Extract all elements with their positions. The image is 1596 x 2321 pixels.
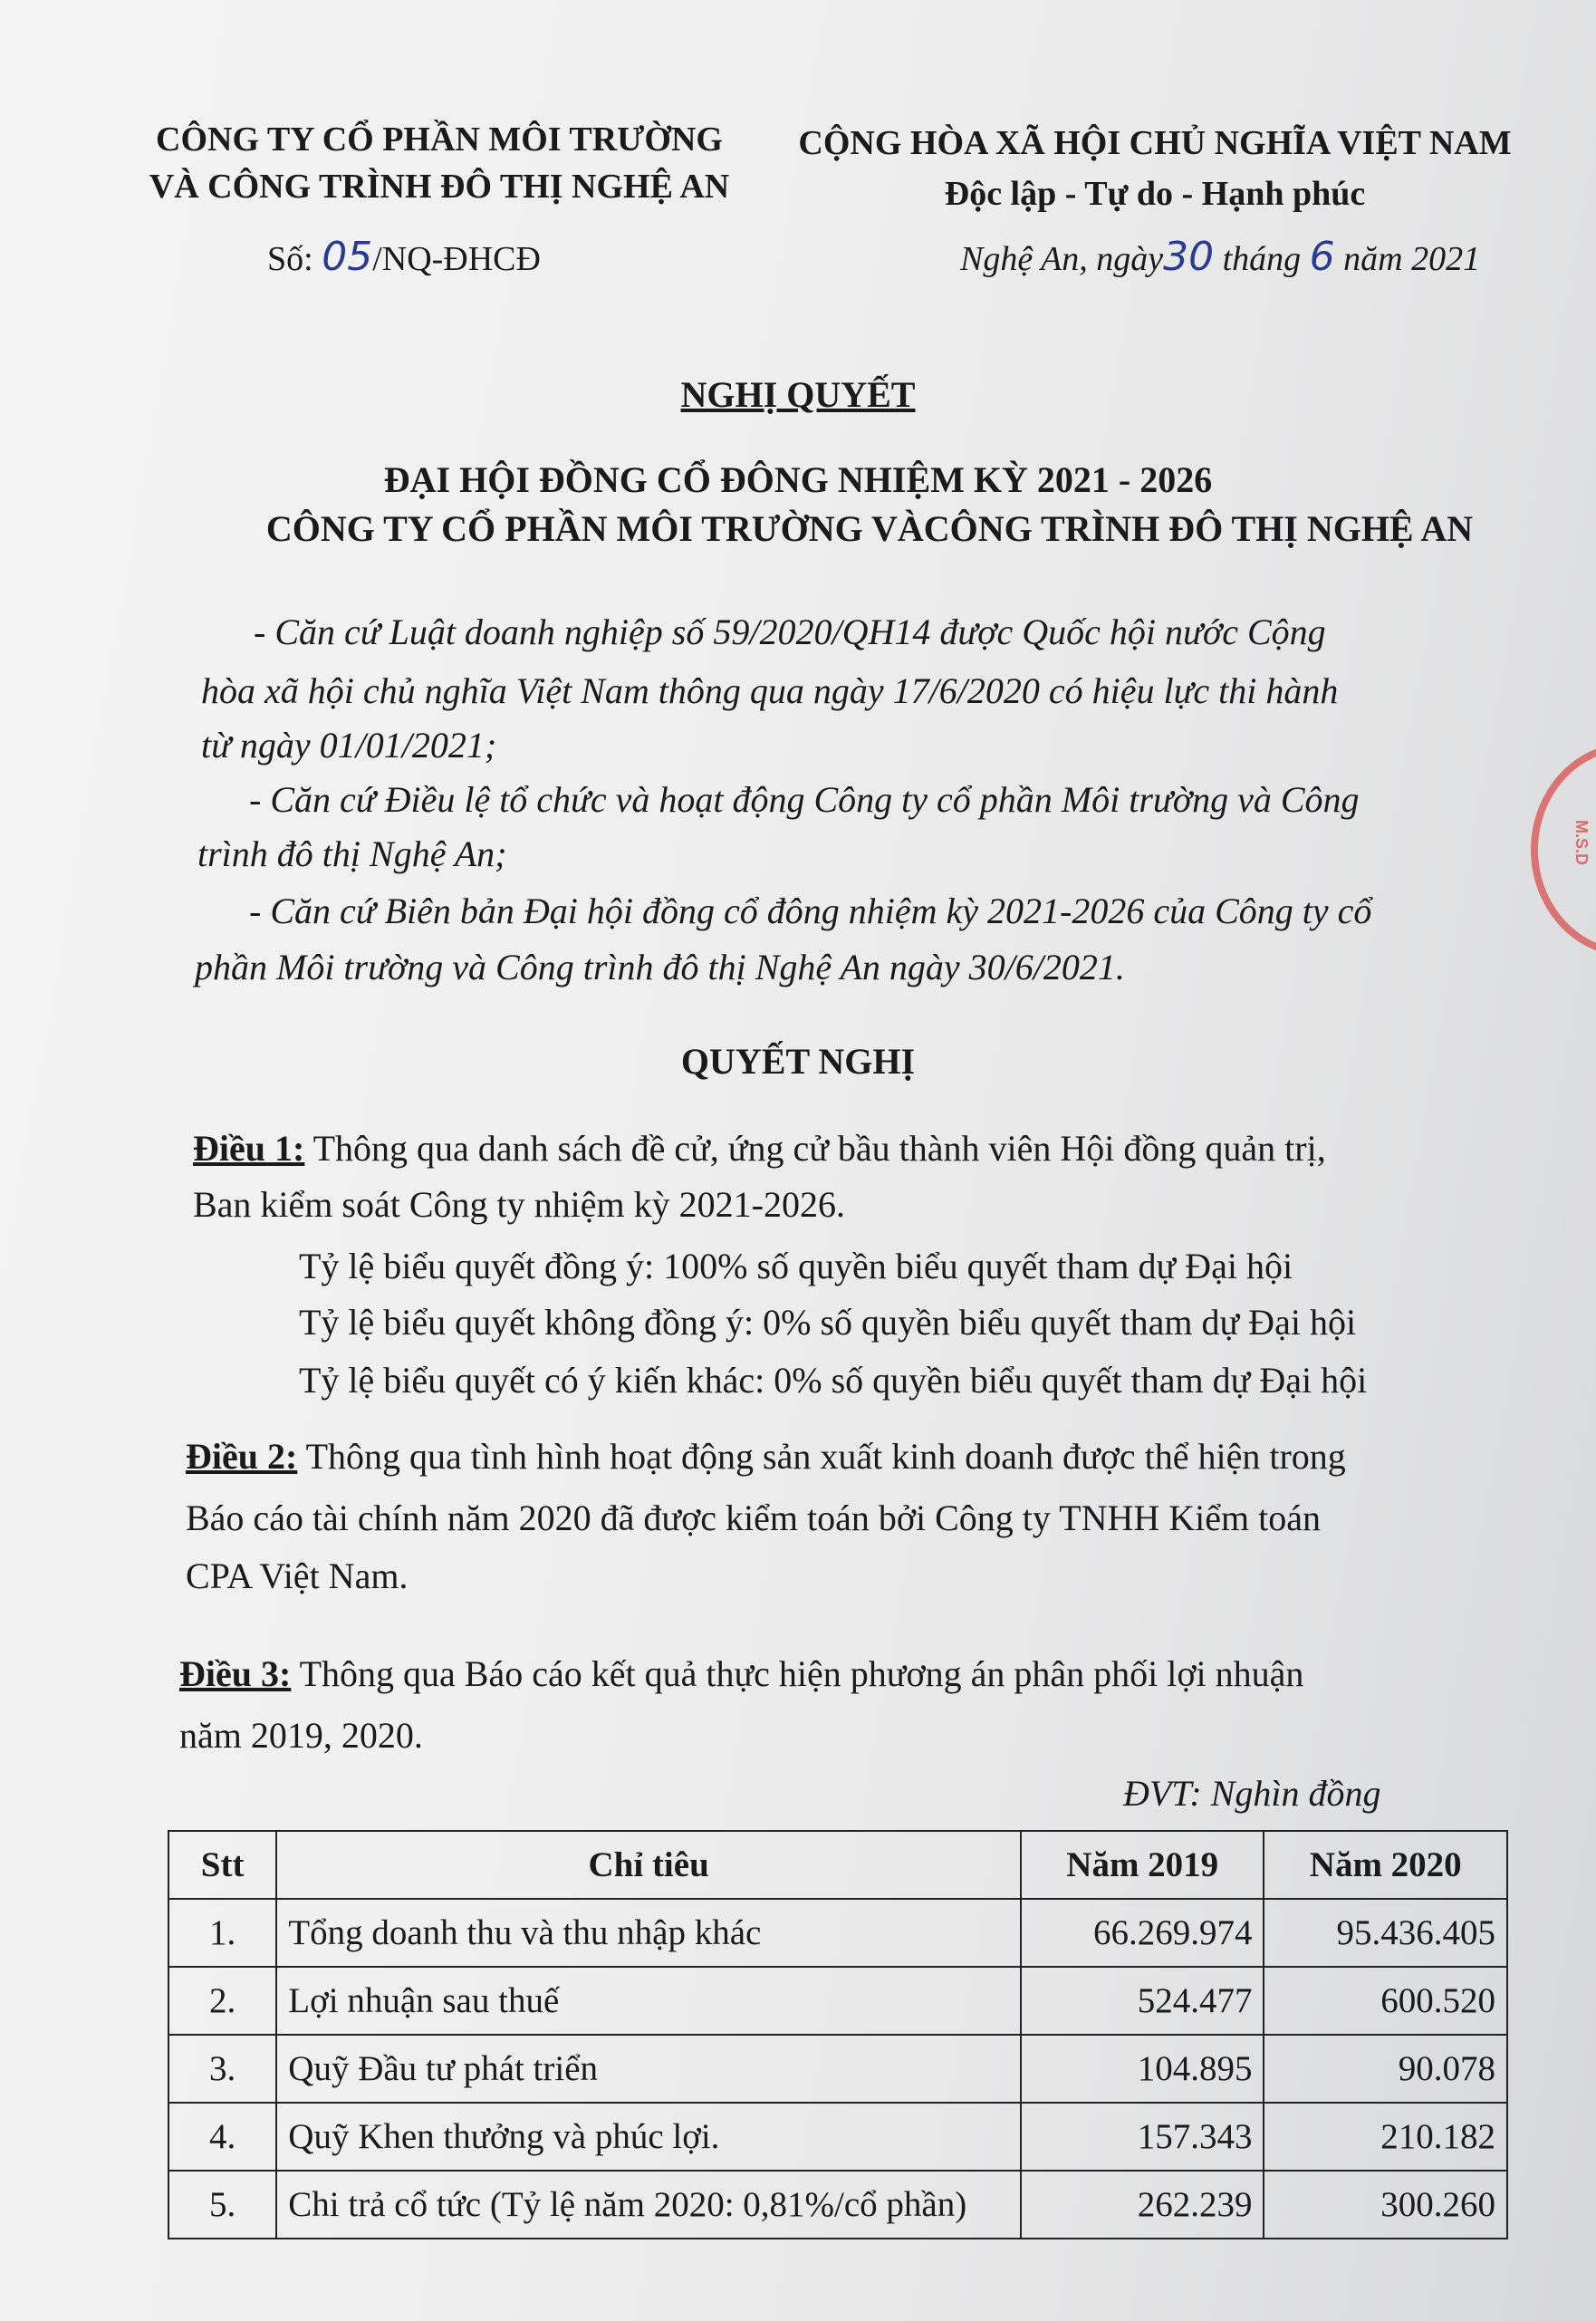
article3-label: Điều 3: bbox=[179, 1653, 292, 1694]
number-value-handwritten: 05 bbox=[322, 234, 373, 280]
document-number bbox=[267, 234, 541, 280]
company-name-line1: CÔNG TY CỔ PHẦN MÔI TRƯỜNG bbox=[156, 120, 723, 159]
vote-disagree: Tỷ lệ biểu quyết không đồng ý: 0% số quyền biểu quyết tham dự Đại hội bbox=[299, 1302, 1357, 1343]
date-month-handwritten: 6 bbox=[1309, 234, 1335, 280]
company-name-line2: VÀ CÔNG TRÌNH ĐÔ THỊ NGHỆ AN bbox=[149, 168, 730, 206]
basis-line: - Căn cứ Luật doanh nghiệp số 59/2020/QH14 được Quốc hội nước Cộng bbox=[254, 612, 1326, 652]
cell-2019: 262.239 bbox=[1021, 2171, 1264, 2239]
col-header-stt: Stt bbox=[168, 1831, 276, 1899]
cell-stt: 4. bbox=[168, 2103, 276, 2171]
date-prefix: Nghệ An, ngày bbox=[960, 240, 1164, 278]
title-line2: CÔNG TY CỔ PHẦN MÔI TRƯỜNG VÀCÔNG TRÌNH ĐÔ THỊ NGHỆ AN bbox=[265, 508, 1474, 549]
unit-note: ĐVT: Nghìn đồng bbox=[1123, 1773, 1381, 1814]
cell-2020: 90.078 bbox=[1264, 2035, 1507, 2103]
title-line1: ĐẠI HỘI ĐỒNG CỔ ĐÔNG NHIỆM KỲ 2021 - 2026 bbox=[383, 459, 1213, 500]
cell-indicator: Tổng doanh thu và thu nhập khác bbox=[276, 1899, 1021, 1967]
col-header-2020: Năm 2020 bbox=[1264, 1831, 1507, 1899]
table-row bbox=[168, 1899, 1507, 1967]
table-row bbox=[168, 2035, 1507, 2103]
nation-title: CỘNG HÒA XÃ HỘI CHỦ NGHĨA VIỆT NAM bbox=[798, 124, 1512, 162]
document-type-title: NGHỊ QUYẾT bbox=[680, 374, 916, 415]
nation-motto: Độc lập - Tự do - Hạnh phúc bbox=[944, 175, 1366, 213]
table-row bbox=[168, 2171, 1507, 2239]
cell-2020: 600.520 bbox=[1264, 1967, 1507, 2035]
cell-indicator: Chi trả cổ tức (Tỷ lệ năm 2020: 0,81%/cổ phần) bbox=[276, 2171, 1021, 2239]
cell-stt: 1. bbox=[168, 1899, 276, 1967]
document-date bbox=[960, 234, 1480, 280]
cell-indicator: Quỹ Đầu tư phát triển bbox=[276, 2035, 1021, 2103]
cell-2019: 66.269.974 bbox=[1021, 1899, 1264, 1967]
profit-distribution-table bbox=[168, 1830, 1508, 2239]
article2-label: Điều 2: bbox=[186, 1436, 298, 1477]
cell-2020: 95.436.405 bbox=[1264, 1899, 1507, 1967]
seal-lettering: M.S.D bbox=[1572, 820, 1591, 866]
basis-line: - Căn cứ Điều lệ tổ chức và hoạt động Công ty cổ phần Môi trường và Công bbox=[249, 779, 1360, 820]
cell-2020: 210.182 bbox=[1264, 2103, 1507, 2171]
cell-2019: 524.477 bbox=[1021, 1967, 1264, 2035]
col-header-2019: Năm 2019 bbox=[1021, 1831, 1264, 1899]
article1-line1 bbox=[193, 1123, 1326, 1174]
article1-text: Thông qua danh sách đề cử, ứng cử bầu thành viên Hội đồng quản trị, bbox=[304, 1128, 1326, 1169]
article2-line3: CPA Việt Nam. bbox=[186, 1555, 409, 1596]
basis-line: từ ngày 01/01/2021; bbox=[201, 725, 497, 766]
article2-line2: Báo cáo tài chính năm 2020 đã được kiểm toán bởi Công ty TNHH Kiểm toán bbox=[186, 1498, 1322, 1538]
cell-2019: 104.895 bbox=[1021, 2035, 1264, 2103]
table-row bbox=[168, 2103, 1507, 2171]
basis-line: hòa xã hội chủ nghĩa Việt Nam thông qua ngày 17/6/2020 có hiệu lực thi hành bbox=[201, 670, 1339, 711]
col-header-indicator: Chỉ tiêu bbox=[276, 1831, 1021, 1899]
vote-agree: Tỷ lệ biểu quyết đồng ý: 100% số quyền biểu quyết tham dự Đại hội bbox=[299, 1246, 1293, 1286]
table-row bbox=[168, 1967, 1507, 2035]
number-prefix: Số: bbox=[267, 240, 313, 278]
cell-stt: 3. bbox=[168, 2035, 276, 2103]
date-year: năm 2021 bbox=[1343, 240, 1481, 278]
basis-line: trình đô thị Nghệ An; bbox=[197, 833, 507, 874]
article1-label: Điều 1: bbox=[193, 1128, 305, 1169]
article3-text: Thông qua Báo cáo kết quả thực hiện phương án phân phối lợi nhuận bbox=[291, 1653, 1304, 1694]
cell-indicator: Lợi nhuận sau thuế bbox=[276, 1967, 1021, 2035]
cell-stt: 2. bbox=[168, 1967, 276, 2035]
basis-line: - Căn cứ Biên bản Đại hội đồng cổ đông nhiệm kỳ 2021-2026 của Công ty cổ bbox=[249, 891, 1372, 931]
date-day-handwritten: 30 bbox=[1163, 234, 1215, 280]
basis-line: phần Môi trường và Công trình đô thị Nghệ An ngày 30/6/2021. bbox=[195, 947, 1125, 987]
article3-line1 bbox=[179, 1649, 1303, 1700]
cell-stt: 5. bbox=[168, 2171, 276, 2239]
resolution-heading: QUYẾT NGHỊ bbox=[680, 1041, 916, 1082]
article2-text: Thông qua tình hình hoạt động sản xuất kinh doanh được thể hiện trong bbox=[297, 1436, 1346, 1477]
date-month-label: tháng bbox=[1222, 240, 1302, 278]
cell-2019: 157.343 bbox=[1021, 2103, 1264, 2171]
cell-2020: 300.260 bbox=[1264, 2171, 1507, 2239]
article3-line2: năm 2019, 2020. bbox=[179, 1715, 423, 1756]
table-header-row bbox=[168, 1831, 1507, 1899]
cell-indicator: Quỹ Khen thưởng và phúc lợi. bbox=[276, 2103, 1021, 2171]
number-suffix: /NQ-ĐHCĐ bbox=[372, 240, 541, 278]
article1-line2: Ban kiểm soát Công ty nhiệm kỳ 2021-2026. bbox=[193, 1184, 845, 1225]
vote-other: Tỷ lệ biểu quyết có ý kiến khác: 0% số quyền biểu quyết tham dự Đại hội bbox=[299, 1360, 1368, 1401]
article2-line1 bbox=[186, 1431, 1346, 1482]
